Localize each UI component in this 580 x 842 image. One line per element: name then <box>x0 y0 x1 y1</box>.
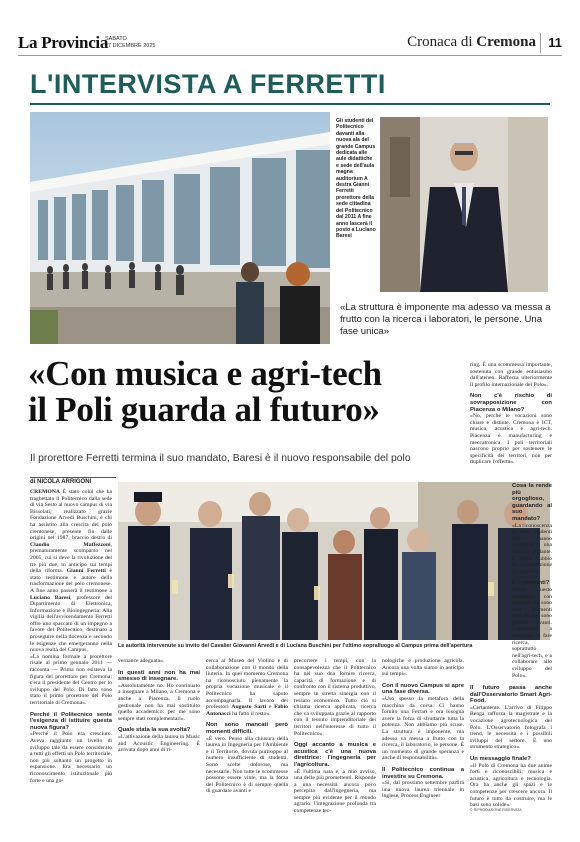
interview-question: Quale stata la sua svolta? <box>118 727 191 734</box>
interview-answer: «Il Polo di Cremona ha due anime forti e riconoscibili: musica e acustica, agricoltura e tecnologia. Ora ha anche gli spazi e le competenze per crescere ancora. Il futuro è tutto da costruire, ma le basi sono solide». <box>470 762 552 809</box>
person-name: Luciano Baresi <box>30 594 71 601</box>
paragraph: precorrere i tempi, con la consapevolezza che il Politecnico ha nel suo dna fornire ricerca, capacità di formazione e di confronto con il sistema produttivo, sempre in stretta sinergia con il tessuto economico. Tutto ciò si chiama ricerca applicata, ricerca che va sviluppata grazie al rapporto con il tessuto imprenditoriale dei territori nell'interesse di tutto il Politecnico». <box>294 658 376 737</box>
interview-question: Non sono mancati però momenti difficili. <box>206 722 288 735</box>
group-photo <box>118 482 550 640</box>
person-name: Gianni Ferretti <box>66 568 106 575</box>
conjunction: e <box>266 704 275 711</box>
page-number: 11 <box>540 33 562 53</box>
interview-answer: «Perché il Polo era cresciuto. Aveva raggiunto un livello di sviluppo tale da essere considerato a tutti gli effetti un Polo territoriale, non più soltanto un progetto in espansione. Era necessario un riconoscimento istituzionale più forte e una go- <box>30 731 112 784</box>
article-headline <box>28 356 458 428</box>
paragraph: vernance adeguata». <box>118 658 165 664</box>
article-column-5 <box>382 658 464 800</box>
article-subhead: Il prorettore Ferretti termina il suo mandato, Baresi è il nuovo responsabile del polo <box>30 453 411 464</box>
article-column-6-bottom <box>470 680 552 809</box>
pull-quote: «La struttura è imponente ma adesso va messa a frutto con la ricerca i laboratori, le persone. Una fase unica» <box>340 302 551 337</box>
interview-answer: «No, perché le vocazioni sono chiare e distinte. Cremona è ICT, musica, acustica e agri-tech. Piacenza è manufacturing e meccatronica. I poli territoriali nascono proprio per sostenere le specificità dei territori, non per duplicare l'offerta». <box>470 413 552 466</box>
byline: di NICOLA ARRIGONI <box>30 479 92 485</box>
interview-question: Oggi accanto a musica e acustica c'è una nuova direttrice: l'ingegneria per l'agricoltura. <box>294 742 376 768</box>
lead-text: è stato testimone e autore della trasformazione del polo cremonese. A fine anno passerà il testimone a <box>30 568 113 594</box>
article-column-2 <box>118 658 200 754</box>
interview-question: Con il nuovo Campus si apre una fase diversa. <box>382 682 464 696</box>
interview-question: Un messaggio finale? <box>470 755 531 762</box>
issue-full-date: 27 DICEMBRE 2025 <box>105 42 156 49</box>
section-title <box>407 34 536 51</box>
campus-photo <box>30 112 330 344</box>
section-prefix: Cronaca di <box>407 34 473 50</box>
person-name: Fabio Antonacci <box>206 704 289 717</box>
photo-caption: Gli studenti del Politecnico davanti alla nuova ala del grande Campus dedicata alle aule didattiche e sede dell'aula magna auditorium A destra Gianni Ferretti prorettore della sede cittadina del Politecnico dal 2011 A fine anno lascerà il posto a Luciano Baresi <box>336 118 376 240</box>
portrait-photo <box>380 117 548 292</box>
paragraph: nologiche e produzione agricola. Ancora una volta siamo in anticipo sui tempi». <box>382 658 464 678</box>
interview-answer: «Assolutamente no. Ho continuato a insegnare a Milano, a Cremona e anche a Piacenza. Il ruolo gestionale non ha mai sostituito quello accademico: per me sono sempre stati complementari». <box>118 682 200 722</box>
interview-answer: «La riconoscenza di tanti studenti che hanno intrapreso una carriera brillante. È senza dubbio la soddisfazione più grande». <box>512 522 552 575</box>
headline-line-1: «Con musica e agri-tech <box>28 354 382 393</box>
interview-answer: «Certamente. L'arrivo di Filippo Renga rafforza la magistrale e la vocazione agrotecnologica del Polo. L'Osservatorio fotografa i trend, le necessità e i possibili sviluppi del settore. È uno strumento strategico». <box>470 704 552 751</box>
paragraph: ring. È una scommessa importante, sostenuta con grande entusiasmo dall'ateneo. Rafforza ulteriormente il profilo internazionale del Polo». <box>470 362 552 388</box>
lead-text: , professore del Dipartimento di Elettronica, Informazione e Bioingegneria. Alla vigilia dell'avvicendamento Ferretti offre uno spaccato di un impegno a favore del Politecnico, destinato a proseguire nella docenza e secondo le esigenze che emergeranno nella nuova realtà del Campus. <box>30 594 112 654</box>
issue-date <box>105 36 155 49</box>
paragraph: «La nomina formale a prorettore risale al primo gennaio 2011 — racconta — Prima non esisteva la figura del prorettore per Cremona: c'era il presidente del Centro per lo sviluppo del Polo. Di fatto sono stato il primo prorettore del Polo territoriale di Cremona». <box>30 653 112 706</box>
person-name: Augusto Sarti <box>231 704 267 711</box>
section-kicker: L'INTERVISTA A FERRETTI <box>30 69 386 99</box>
article-column-4 <box>294 658 376 815</box>
interview-answer: «Sì, dal prossimo settembre partirà una nuova laurea triennale in inglese, Process Engineer <box>382 780 464 800</box>
interview-question: Cosa la rende più orgoglioso, guardando al suo mandato? <box>512 483 552 522</box>
interview-question: Il futuro passa anche dall'Osservatorio Smart Agri-Food. <box>470 685 552 705</box>
interview-question: Il Politecnico continua a investire su Cremona. <box>382 766 464 780</box>
masthead <box>18 33 562 56</box>
article-column-3 <box>206 658 288 795</box>
headline-line-2: il Poli guarda al futuro» <box>28 390 380 429</box>
interview-question: Non c'è rischio di sovrapposizione con Piacenza o Milano? <box>470 393 552 413</box>
article-column-1 <box>30 489 112 784</box>
lead-text: È stato colui che ha traghettato il Politecnico dalla sede di via Sesto al nuovo campus di via Bissolati, realizzato grazie Fondazione Arvedi Buschini, è chi ha assistito alla crescita del polo cremonese, presente fin dalle origini nel 1987, braccio destro di <box>30 489 112 542</box>
interview-question: E i rimpianti? <box>512 580 550 587</box>
person-name: Claudio Maffezzoni <box>30 541 111 548</box>
copyright-notice: © RIPRODUZIONE RISERVATA <box>470 808 522 812</box>
byline-divider <box>30 477 116 478</box>
dateline-city: CREMONA <box>30 489 61 495</box>
interview-answer: «L'attivazione della laurea in Music and Acoustic Engineering. È arrivata dopo anni di ri- <box>118 733 200 754</box>
paragraph: cerca al Museo del Violino e di collaborazione con il mondo della liuteria. In quel momento Cremona ha riconosciuto pienamente la propria vocazione musicale e il Politecnico ha saputo accompagnarla. Il lavoro dei professori <box>206 658 288 711</box>
article-column-6-top <box>470 362 552 466</box>
newspaper-logo: La Provincia <box>18 33 109 52</box>
interview-answer: «È l'ultima nata e, a mio avviso, una delle più promettenti. Risponde a una necessità ancora poco percepita dall'ingegneria, ma sempre più evidente per il mondo agrario: l'integrazione profonda tra competenze tec- <box>294 768 376 815</box>
lead-text: , prematuramente scomparso nel 2005, cui si deve la rivoluzione del tre più due, in anticipo sui tempi della riforma. <box>30 541 112 575</box>
interview-question: In questi anni non ha mai smesso di insegnare. <box>118 669 200 683</box>
kicker-divider <box>30 103 550 105</box>
section-city: Cremona <box>476 34 536 50</box>
paragraph: ha fatto il resto». <box>230 710 271 717</box>
group-photo-caption: Le autorità intervenute su invito del Cavalier Giovanni Arvedi e di Luciana Buschini per l'ultimo sopralluogo al Campus prima dell'apertura <box>118 643 473 649</box>
interview-question: Perché il Politecnico sente l'esigenza di istituire questa nuova figura? <box>30 711 112 731</box>
interview-answer: «È vero. Penso alla chiusura della laurea in Ingegneria per l'Ambiente e il Territorio, dovuta purtroppo al numero insufficiente di studenti. Sono scelte dolorose, ma necessarie. Non tutte le scommesse possono essere vinte, ma la forza del Politecnico è di sempre quella di guardare avanti e <box>206 735 288 795</box>
interview-answer: «Uso spesso la metafora della macchina da corsa. Ci hanno fornito una Ferrari e ora bisogna avere la forza di sfruttarne tutta la potenza. Non abbiamo più scuse. La struttura è imponente, ma adesso va messa a frutto con la ricerca, il laboratorio, le persone. È un momento di grande speranza e anche di responsabilità». <box>382 695 464 762</box>
issue-day: SABATO <box>105 36 127 42</box>
article-column-6-narrow <box>512 478 552 679</box>
interview-answer: «Vivo questo passaggio con serenità. Ci sono stati momenti difficili, ma sono guardo avanti. Continuerò a insegnare, a fare ricerca, soprattutto nell'agri-tech, e a collaborare allo sviluppo del Polo». <box>512 586 552 679</box>
